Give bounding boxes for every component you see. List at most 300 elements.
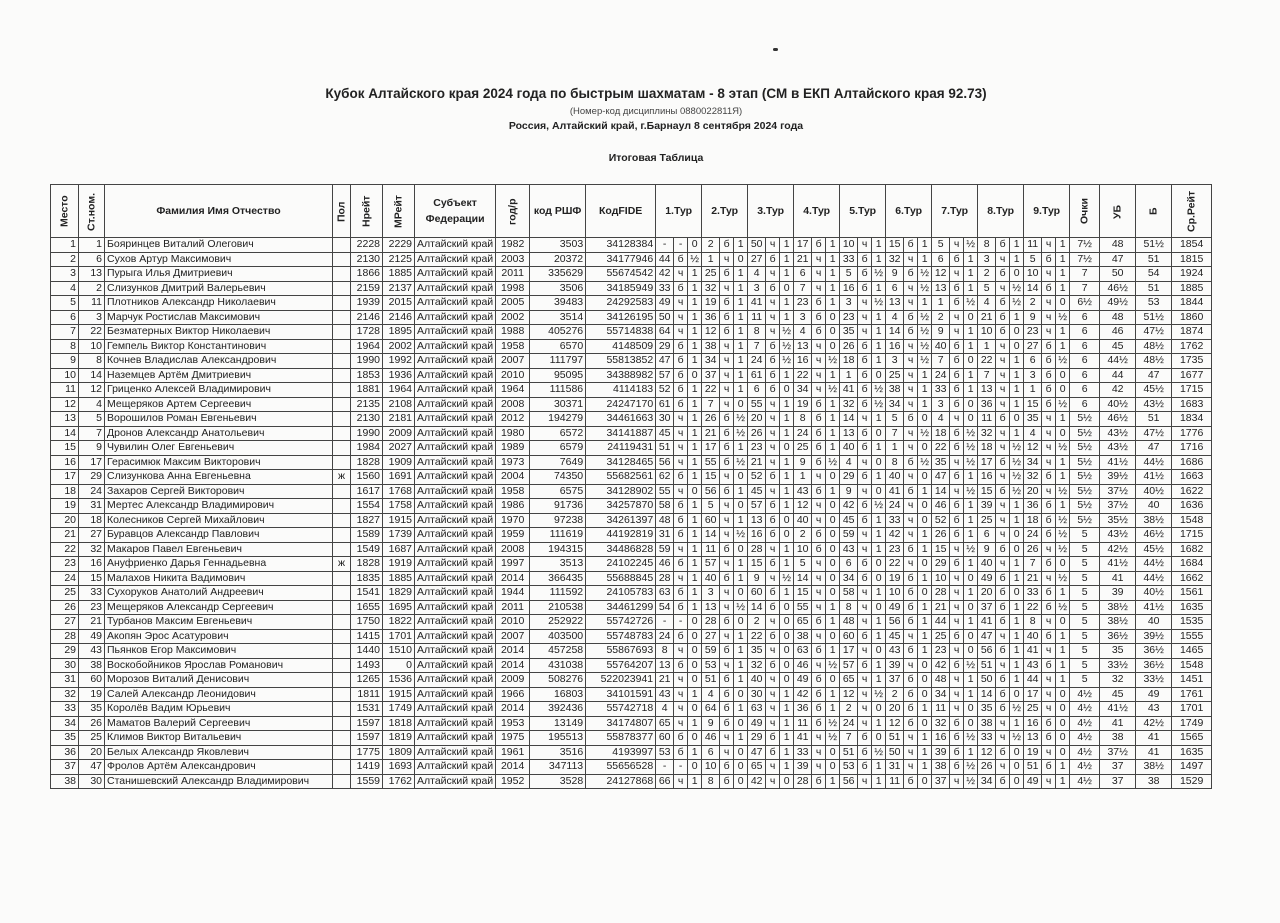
round-2-opponent: 55 [702,455,720,470]
round-9-color: ч [1042,426,1056,441]
avg-rating-cell: 1686 [1172,455,1212,470]
sex-cell [333,731,351,746]
round-6-opponent: 56 [886,615,904,630]
player-name-cell: Маматов Валерий Сергеевич [105,716,333,731]
round-2-color: ч [720,528,734,543]
round-1-color: ч [674,774,688,789]
round-4-result: ½ [826,455,840,470]
table-row [51,731,1212,746]
round-3-color: б [766,600,780,615]
sex-cell [333,310,351,325]
round-9-color: б [1042,383,1056,398]
place-cell: 28 [51,629,79,644]
round-7-color: б [950,252,964,267]
round-5-color: б [858,252,872,267]
round-5-color: ч [858,687,872,702]
round-8-result: 1 [1010,368,1024,383]
round-9-result: 0 [1056,702,1070,717]
round-6-color: б [904,586,918,601]
region-cell: Алтайский край [415,716,496,731]
round-9-opponent: 43 [1024,658,1042,673]
round-4-result: 1 [826,238,840,253]
round-2-color: б [720,716,734,731]
round-8-color: б [996,586,1010,601]
ub-cell: 37½ [1100,745,1136,760]
round-4-opponent: 38 [794,629,812,644]
round-7-color: б [950,470,964,485]
b-cell: 36½ [1136,658,1172,673]
round-3-opponent: 15 [748,557,766,572]
rcf-code-cell: 3503 [530,238,586,253]
round-8-opponent: 10 [978,325,996,340]
round-8-opponent: 22 [978,354,996,369]
player-name-cell: Фролов Артём Александрович [105,760,333,775]
round-3-opponent: 41 [748,296,766,311]
place-cell: 11 [51,383,79,398]
round-4-color: б [812,774,826,789]
round-5-result: 1 [872,310,886,325]
round-1-result: 1 [688,586,702,601]
round-6-result: ½ [918,325,932,340]
round-2-color: б [720,774,734,789]
mrating-cell: 1895 [383,325,415,340]
points-cell: 5½ [1070,426,1100,441]
player-name-cell: Колесников Сергей Михайлович [105,513,333,528]
round-2-opponent: 1 [702,252,720,267]
round-8-opponent: 35 [978,702,996,717]
round-2-color: б [720,426,734,441]
round-7-opponent: 3 [932,397,950,412]
b-cell: 33½ [1136,673,1172,688]
round-1-result: 0 [688,673,702,688]
round-1-color: ч [674,484,688,499]
sex-cell [333,368,351,383]
round-7-color: б [950,441,964,456]
start-no-cell: 47 [79,760,105,775]
start-no-cell: 17 [79,455,105,470]
round-4-color: ч [812,281,826,296]
round-4-opponent: 34 [794,383,812,398]
round-4-color: ч [812,760,826,775]
col-round-8: 8.Тур [978,185,1024,238]
round-5-opponent: 9 [840,484,858,499]
round-3-result: 1 [780,716,794,731]
sex-cell [333,586,351,601]
round-7-opponent: 18 [932,426,950,441]
player-name-cell: Плотников Александр Николаевич [105,296,333,311]
round-6-color: б [904,412,918,427]
ub-cell: 38½ [1100,615,1136,630]
round-2-color: ч [720,731,734,746]
avg-rating-cell: 1854 [1172,238,1212,253]
round-4-result: 0 [826,470,840,485]
place-cell: 31 [51,673,79,688]
round-4-opponent: 8 [794,412,812,427]
round-8-color: б [996,325,1010,340]
round-1-opponent: - [656,615,674,630]
player-name-cell: Кочнев Владислав Александрович [105,354,333,369]
round-9-color: ч [1042,542,1056,557]
round-5-result: ½ [872,383,886,398]
fide-code-cell: 24292583 [586,296,656,311]
round-3-opponent: 14 [748,600,766,615]
round-7-opponent: 15 [932,542,950,557]
sex-cell [333,499,351,514]
round-1-color: ч [674,702,688,717]
round-1-opponent: 59 [656,542,674,557]
round-4-result: 1 [826,252,840,267]
round-8-opponent: 8 [978,238,996,253]
round-2-result: 1 [734,238,748,253]
round-9-color: ч [1042,745,1056,760]
round-4-opponent: 23 [794,296,812,311]
fide-code-cell: 55878377 [586,731,656,746]
mrating-cell: 2108 [383,397,415,412]
round-7-result: ½ [964,455,978,470]
round-3-opponent: 28 [748,542,766,557]
birth-year-cell: 1973 [496,455,530,470]
round-4-opponent: 63 [794,644,812,659]
round-9-result: 1 [1056,499,1070,514]
round-9-color: ч [1042,687,1056,702]
round-3-result: 1 [780,731,794,746]
nrating-cell: 1811 [351,687,383,702]
round-2-result: 1 [734,571,748,586]
mrating-cell: 2181 [383,412,415,427]
round-5-result: 1 [872,629,886,644]
round-3-opponent: 26 [748,426,766,441]
b-cell: 49 [1136,687,1172,702]
table-row [51,658,1212,673]
round-4-result: 0 [826,571,840,586]
round-7-color: ч [950,774,964,789]
round-1-color: б [674,499,688,514]
place-cell: 1 [51,238,79,253]
round-6-color: ч [904,441,918,456]
points-cell: 5 [1070,673,1100,688]
round-3-result: 0 [780,600,794,615]
birth-year-cell: 1961 [496,745,530,760]
points-cell: 4½ [1070,716,1100,731]
round-2-opponent: 14 [702,528,720,543]
round-9-opponent: 8 [1024,615,1042,630]
round-9-opponent: 6 [1024,354,1042,369]
round-7-opponent: 48 [932,673,950,688]
avg-rating-cell: 1636 [1172,499,1212,514]
player-name-cell: Малахов Никита Вадимович [105,571,333,586]
round-8-result: 0 [1010,745,1024,760]
round-7-result: 1 [964,339,978,354]
table-row [51,600,1212,615]
round-4-opponent: 5 [794,557,812,572]
round-1-color: ч [674,310,688,325]
round-8-result: 1 [1010,426,1024,441]
round-9-opponent: 26 [1024,542,1042,557]
round-3-color: ч [766,615,780,630]
round-6-color: ч [904,354,918,369]
fide-code-cell: 24105783 [586,586,656,601]
table-row [51,383,1212,398]
round-9-opponent: 25 [1024,702,1042,717]
nrating-cell: 1415 [351,629,383,644]
round-8-opponent: 20 [978,586,996,601]
sex-cell [333,455,351,470]
ub-cell: 46½ [1100,281,1136,296]
round-1-color: - [674,238,688,253]
round-1-opponent: 60 [656,731,674,746]
round-1-opponent: - [656,760,674,775]
round-2-color: б [720,310,734,325]
points-cell: 5 [1070,600,1100,615]
round-5-color: ч [858,673,872,688]
round-8-result: ½ [1010,484,1024,499]
round-9-color: ч [1042,644,1056,659]
round-3-opponent: 2 [748,615,766,630]
round-5-result: 1 [872,238,886,253]
round-4-color: ч [812,557,826,572]
round-5-opponent: 65 [840,673,858,688]
round-3-result: 1 [780,760,794,775]
round-2-result: 1 [734,368,748,383]
points-cell: 4½ [1070,774,1100,789]
round-2-opponent: 12 [702,325,720,340]
round-8-color: ч [996,499,1010,514]
round-9-opponent: 14 [1024,281,1042,296]
round-8-result: 1 [1010,673,1024,688]
start-no-cell: 9 [79,441,105,456]
round-9-opponent: 17 [1024,687,1042,702]
round-3-color: б [766,658,780,673]
round-8-opponent: 5 [978,281,996,296]
region-cell: Алтайский край [415,339,496,354]
player-name-cell: Слизунков Дмитрий Валерьевич [105,281,333,296]
round-2-result: ½ [734,455,748,470]
nrating-cell: 1419 [351,760,383,775]
round-4-color: ч [812,731,826,746]
round-8-opponent: 26 [978,760,996,775]
round-1-color: б [674,745,688,760]
points-cell: 7 [1070,267,1100,282]
rcf-code-cell: 195513 [530,731,586,746]
round-8-opponent: 36 [978,397,996,412]
round-2-opponent: 10 [702,760,720,775]
round-1-result: 1 [688,542,702,557]
round-2-color: б [720,702,734,717]
ub-cell: 35 [1100,644,1136,659]
round-5-result: ½ [872,687,886,702]
round-3-opponent: 4 [748,267,766,282]
round-4-opponent: 4 [794,325,812,340]
round-3-color: б [766,383,780,398]
mrating-cell: 1693 [383,760,415,775]
round-7-opponent: 46 [932,499,950,514]
round-3-result: 1 [780,426,794,441]
round-3-color: б [766,368,780,383]
round-3-opponent: 45 [748,484,766,499]
round-9-opponent: 5 [1024,252,1042,267]
sex-cell [333,600,351,615]
round-1-result: 0 [688,702,702,717]
round-9-result: 0 [1056,687,1070,702]
round-2-color: б [720,412,734,427]
sex-cell [333,267,351,282]
round-5-opponent: 1 [840,368,858,383]
round-2-opponent: 51 [702,673,720,688]
round-8-opponent: 15 [978,484,996,499]
round-7-result: ½ [964,542,978,557]
round-2-opponent: 21 [702,426,720,441]
sex-cell [333,774,351,789]
table-row [51,499,1212,514]
sex-cell [333,673,351,688]
round-7-result: 1 [964,687,978,702]
mrating-cell: 2027 [383,441,415,456]
round-5-color: б [858,339,872,354]
round-3-result: ½ [780,325,794,340]
round-1-color: б [674,281,688,296]
start-no-cell: 23 [79,600,105,615]
table-row [51,426,1212,441]
round-2-result: 0 [734,470,748,485]
round-9-result: 0 [1056,383,1070,398]
ub-cell: 44 [1100,368,1136,383]
round-2-opponent: 11 [702,542,720,557]
birth-year-cell: 1944 [496,586,530,601]
b-cell: 51½ [1136,310,1172,325]
round-4-opponent: 46 [794,658,812,673]
b-cell: 45½ [1136,383,1172,398]
round-5-color: б [858,441,872,456]
round-5-opponent: 48 [840,615,858,630]
points-cell: 5 [1070,586,1100,601]
col-round-9: 9.Тур [1024,185,1070,238]
round-6-opponent: 38 [886,383,904,398]
round-4-opponent: 14 [794,571,812,586]
region-cell: Алтайский край [415,615,496,630]
place-cell: 32 [51,687,79,702]
round-9-result: ½ [1056,441,1070,456]
avg-rating-cell: 1735 [1172,354,1212,369]
round-3-opponent: 22 [748,629,766,644]
round-8-opponent: 32 [978,426,996,441]
round-2-result: 1 [734,339,748,354]
place-cell: 5 [51,296,79,311]
round-8-result: 1 [1010,354,1024,369]
round-5-color: ч [858,774,872,789]
round-3-result: 1 [780,499,794,514]
col-birth-year: год/р [496,185,530,238]
round-1-opponent: 43 [656,687,674,702]
b-cell: 40 [1136,615,1172,630]
start-no-cell: 27 [79,528,105,543]
round-5-result: 1 [872,412,886,427]
round-8-color: б [996,673,1010,688]
start-no-cell: 3 [79,310,105,325]
round-9-opponent: 12 [1024,441,1042,456]
ub-cell: 37 [1100,760,1136,775]
round-3-result: 1 [780,470,794,485]
round-3-result: ½ [780,571,794,586]
avg-rating-cell: 1860 [1172,310,1212,325]
round-8-opponent: 17 [978,455,996,470]
round-2-opponent: 37 [702,368,720,383]
avg-rating-cell: 1555 [1172,629,1212,644]
place-cell: 12 [51,397,79,412]
round-3-color: ч [766,484,780,499]
nrating-cell: 1549 [351,542,383,557]
round-6-color: ч [904,281,918,296]
round-3-result: 0 [780,774,794,789]
region-cell: Алтайский край [415,426,496,441]
round-9-color: ч [1042,238,1056,253]
round-7-result: 1 [964,267,978,282]
round-7-color: б [950,731,964,746]
table-row [51,774,1212,789]
round-8-result: ½ [1010,470,1024,485]
round-6-opponent: 50 [886,745,904,760]
player-name-cell: Климов Виктор Витальевич [105,731,333,746]
place-cell: 16 [51,455,79,470]
points-cell: 5 [1070,528,1100,543]
region-cell: Алтайский край [415,629,496,644]
b-cell: 47 [1136,441,1172,456]
round-4-result: 1 [826,774,840,789]
round-3-color: б [766,557,780,572]
round-1-result: 1 [688,426,702,441]
round-4-result: 1 [826,484,840,499]
ub-cell: 38 [1100,731,1136,746]
round-6-result: 1 [918,542,932,557]
player-name-cell: Буравцов Александр Павлович [105,528,333,543]
round-5-opponent: 23 [840,310,858,325]
nrating-cell: 1853 [351,368,383,383]
mrating-cell: 1687 [383,542,415,557]
round-1-color: ч [674,687,688,702]
round-8-opponent: 56 [978,644,996,659]
round-3-opponent: 63 [748,702,766,717]
sex-cell [333,528,351,543]
nrating-cell: 1750 [351,615,383,630]
sex-cell [333,484,351,499]
round-1-opponent: 56 [656,455,674,470]
b-cell: 44½ [1136,455,1172,470]
round-8-color: ч [996,658,1010,673]
round-7-color: ч [950,267,964,282]
round-5-result: 0 [872,571,886,586]
table-row [51,687,1212,702]
round-1-color: б [674,513,688,528]
nrating-cell: 1655 [351,600,383,615]
round-7-result: 1 [964,557,978,572]
round-2-color: б [720,687,734,702]
round-6-opponent: 42 [886,528,904,543]
place-cell: 34 [51,716,79,731]
round-1-color: ч [674,644,688,659]
round-4-opponent: 24 [794,426,812,441]
birth-year-cell: 2003 [496,252,530,267]
birth-year-cell: 2007 [496,354,530,369]
round-9-result: 0 [1056,615,1070,630]
round-6-color: б [904,687,918,702]
round-8-color: б [996,542,1010,557]
avg-rating-cell: 1684 [1172,557,1212,572]
round-7-result: 1 [964,745,978,760]
b-cell: 51½ [1136,238,1172,253]
round-9-result: 1 [1056,586,1070,601]
avg-rating-cell: 1716 [1172,441,1212,456]
round-9-color: ч [1042,702,1056,717]
player-name-cell: Мещеряков Александр Сергеевич [105,600,333,615]
